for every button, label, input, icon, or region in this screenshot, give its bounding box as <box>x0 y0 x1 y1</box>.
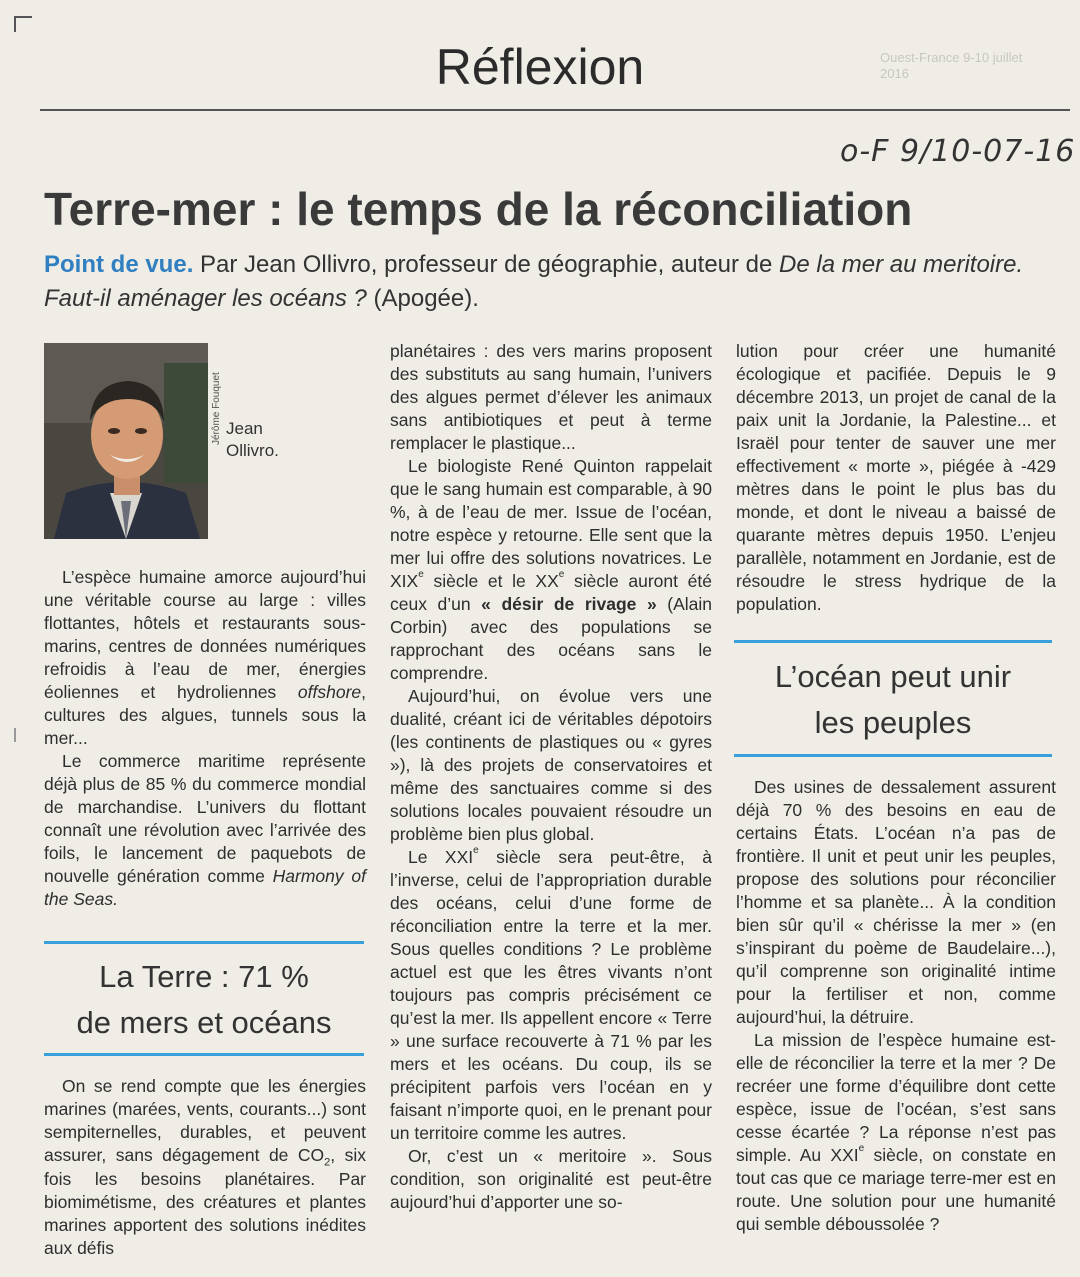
desir-de-rivage-bold: « désir de rivage » <box>481 594 657 614</box>
col2-paragraph-1: planétaires : des vers marins proposent des substituts au sang humain, l’univers des algues permet d’élever les animaux sans antibiotiques et peut à terme remplacer le plastique... <box>390 341 712 453</box>
subhead-1-line-1: La Terre : 71 % <box>99 959 309 994</box>
subhead-2 <box>734 654 1052 746</box>
section-rule <box>40 109 1070 111</box>
subhead-2-line-2: les peuples <box>814 705 972 740</box>
col2-paragraph-5: Or, c’est un « meritoire ». Sous condition, son originalité est peut-être aujourd’hui d’apporter une so- <box>390 1146 712 1212</box>
deck-label: Point de vue. <box>44 251 194 278</box>
photo-credit: Jérôme Fouquet <box>211 372 222 445</box>
subhead-2-line-1: L’océan peut unir <box>774 659 1012 694</box>
crop-mark-left <box>14 728 20 742</box>
author-portrait-image <box>44 343 208 539</box>
col1-paragraph-2: Le commerce maritime représente déjà plus de 85 % du commerce mondial de marchandise. L’univers du flottant connaît une révolution avec l’arrivée des foils, le lancement de paquebots de nouvelle génération comme Harmony of the Seas. <box>44 751 366 909</box>
box-rule-bottom-1 <box>44 1053 364 1056</box>
bleed-through-text: Ouest-France 9-10 juillet 2016 <box>880 50 1023 81</box>
crop-mark <box>14 16 32 32</box>
handwritten-note: o-F 9/10-07-16 <box>840 134 1076 169</box>
col3-paragraph-3: La mission de l’espèce humaine est-elle de réconcilier la terre et la mer ? De recréer une forme d’équilibre dont cette espèce, issue de l’océan, s’est sans cesse écartée ? La réponse n’est pas simple. Au XXIe siècle, on constate en tout cas que ce mariage terre-mer est en route. Une solution pour une humanité qui semble déboussolée ? <box>736 1030 1056 1234</box>
col2-paragraph-3: Aujourd’hui, on évolue vers une dualité, créant ici de véritables dépotoirs (les continents de plastiques ou « gyres »), là des projets de conservatoires et même des sanctuaires comme si des solutions locales pouvaient résoudre un problème bien plus global. <box>390 686 712 844</box>
box-rule-bottom-2 <box>734 754 1052 757</box>
photo-caption <box>226 418 286 462</box>
col2-paragraph-4: Le XXIe siècle sera peut-être, à l’inverse, celui de l’appropriation durable des océans, celui d’une forme de réconciliation entre la terre et la mer. Sous quelles conditions ? Le problème actuel est que les êtres vivants n’ont toujours pas compris précisément ce qu’est la mer. Ils appellent encore « Terre » une surface recouverte à 71 % par les mers et les océans. Du coup, ils se précipitent parfois vers l’océan en y faisant n’importe quoi, en le prenant pour un territoire comme les autres. <box>390 845 712 1143</box>
column-1-top <box>44 566 366 911</box>
deck-book-title: De la mer au meritoire. Faut-il aménager les océans ? <box>44 251 1024 312</box>
section-title: Réflexion <box>435 39 645 95</box>
box-rule-top-2 <box>734 640 1052 643</box>
col1-paragraph-3: On se rend compte que les énergies marines (marées, vents, courants...) sont sempiternelles, durables, et peuvent assurer, sans dégagement de $CO_2$, six fois les besoins planétaires. Par biomimétisme, des créatures et plantes marines apportent des solutions inédites aux défis <box>44 1076 366 1258</box>
deck-byline: Par Jean Ollivro, professeur de géographie, auteur de <box>193 251 780 278</box>
column-1-bottom <box>44 1075 366 1260</box>
col2-paragraph-2: Le biologiste René Quinton rappelait que le sang humain est comparable, à 90 %, à de l’eau de mer. Issue de l’océan, notre espèce y retourne. Elle sent que la mer lui offre des solutions novatrices. Le XIXe siècle et le XXe siècle auront été ceux d’un « désir de rivage » (Alain Corbin) avec des populations se rapprochant des océans sans le comprendre. <box>390 456 712 683</box>
article-headline: Terre-mer : le temps de la réconciliation <box>44 183 913 235</box>
ship-name-italic: Harmony of the Seas. <box>44 866 366 909</box>
box-rule-top-1 <box>44 941 364 944</box>
col3-paragraph-1: lution pour créer une humanité écologique et pacifiée. Depuis le 9 décembre 2013, un projet de canal de la paix unit la Jordanie, la Palestine... et Israël pour tenter de sauver une mer effectivement « morte », piégée à -429 mètres dans le point le plus bas du monde, et dont le niveau a baissé de quarante mètres depuis 1950. L’enjeu parallèle, notamment en Jordanie, est de résoudre le stress hydrique de la population. <box>736 341 1056 614</box>
offshore-italic: offshore <box>297 682 362 702</box>
author-photo <box>44 343 208 539</box>
subhead-1-line-2: de mers et océans <box>76 1005 332 1040</box>
photo-caption-text: Jean Ollivro. <box>226 419 279 460</box>
column-3-bottom <box>736 776 1056 1236</box>
col3-paragraph-2: Des usines de dessalement assurent déjà 70 % des besoins en eau de certains États. L’océan n’a pas de frontière. Il unit et peut unir les peuples, propose des solutions pour réconcilier l’homme et sa planète... À la condition bien sûr qu’il « chérisse la mer » (en s’inspirant du poème de Baudelaire...), qu’il comprenne son originalité intime pour la fertiliser et non, comme aujourd’hui, la détruire. <box>736 777 1056 1027</box>
subhead-1 <box>44 954 364 1046</box>
column-2 <box>390 340 712 1214</box>
article-deck <box>44 248 1044 316</box>
col1-paragraph-1: L’espèce humaine amorce aujourd’hui une véritable course au large : villes flottantes, hôtels et restaurants sous-marins, centres de données numériques refroidis à l’eau de mer, énergies éoliennes et hydroliennes offshore, cultures des algues, tunnels sous la mer... <box>44 567 366 748</box>
deck-publisher: (Apogée). <box>366 285 479 312</box>
column-3-top <box>736 340 1056 616</box>
